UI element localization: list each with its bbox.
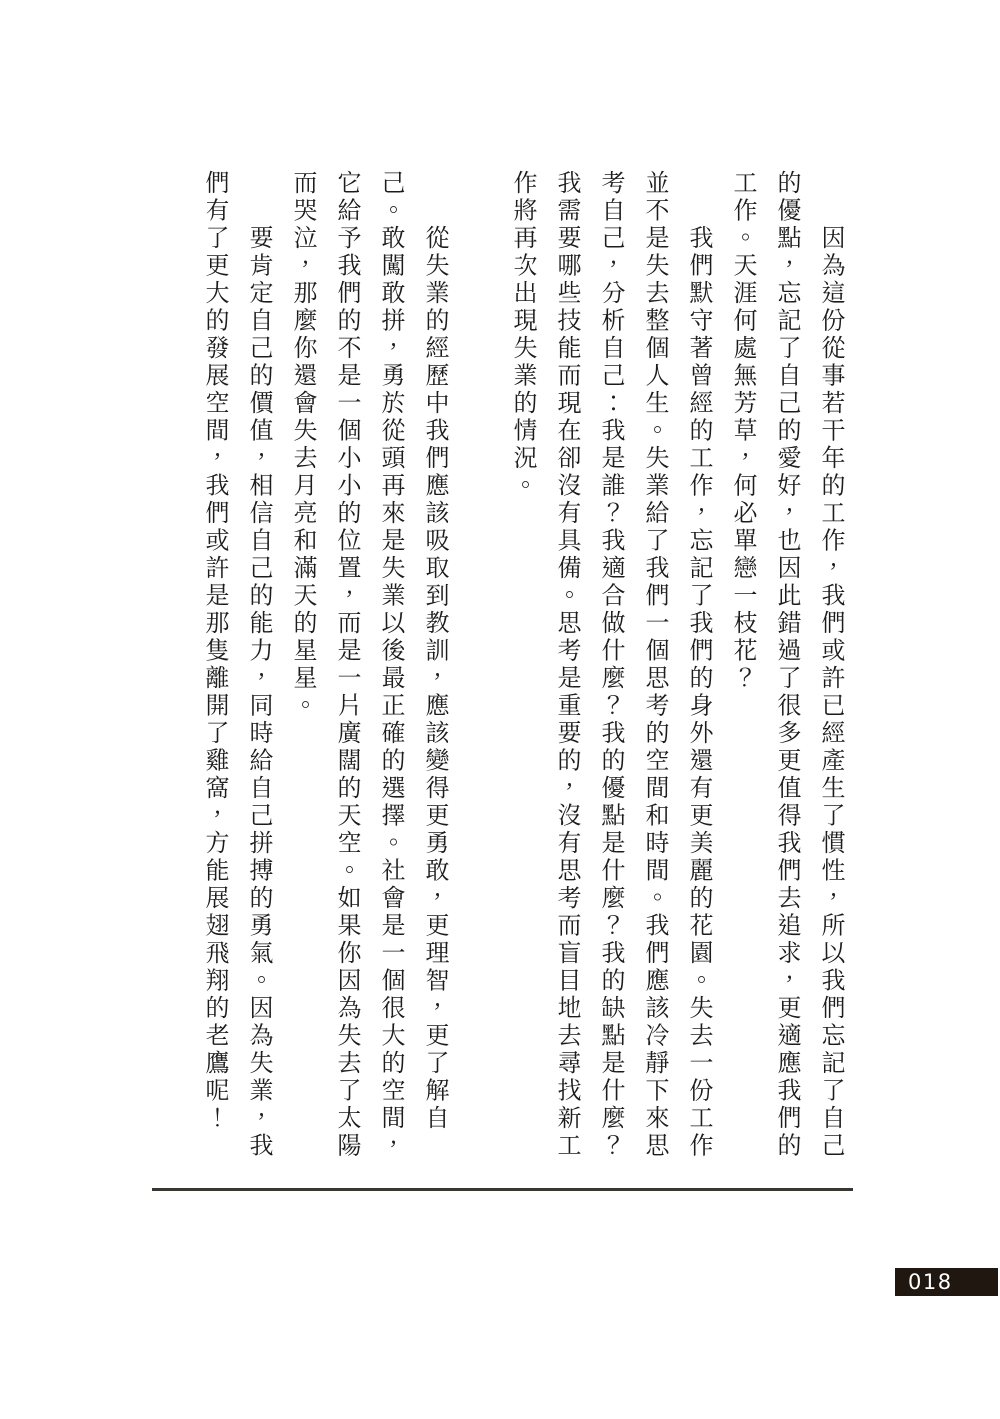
page-number: 018 [908,1269,953,1294]
text-column: 並不是失去整個人生。失業給了我們一個思考的空間和時間。我們應該冷靜下來思 [641,170,669,1160]
text-column: 我們默守著曾經的工作，忘記了我們的身外還有更美麗的花園。失去一份工作 [685,225,713,1160]
text-column: 要肯定自己的價值，相信自己的能力，同時給自己拼搏的勇氣。因為失業，我 [245,225,273,1160]
text-column: 它給予我們的不是一個小小的位置，而是一片廣闊的天空。如果你因為失去了太陽 [333,170,361,1160]
paragraph-4 [203,170,271,1160]
text-column: 己。敢闖敢拼，勇於從頭再來是失業以後最正確的選擇。社會是一個很大的空間， [377,170,405,1160]
text-column: 的優點，忘記了自己的愛好，也因此錯過了很多更值得我們去追求，更適應我們的 [773,170,801,1160]
text-column: 作將再次出現失業的情況。 [509,170,537,500]
text-column: 因為這份從事若干年的工作，我們或許已經產生了慣性，所以我們忘記了自己 [817,225,845,1160]
text-column: 考自己，分析自己：我是誰？我適合做什麼？我的優點是什麼？我的缺點是什麼？ [597,170,625,1160]
text-column: 從失業的經歷中我們應該吸取到教訓，應該變得更勇敢，更理智，更了解自 [421,225,449,1133]
page-number-badge [895,1268,998,1296]
text-column: 們有了更大的發展空間，我們或許是那隻離開了雞窩，方能展翅飛翔的老鷹呢！ [201,170,229,1133]
paragraph-3 [291,170,447,1160]
paragraph-1 [731,170,843,1160]
text-column: 工作。天涯何處無芳草，何必單戀一枝花？ [729,170,757,693]
text-column: 我需要哪些技能而現在卻沒有具備。思考是重要的，沒有思考而盲目地去尋找新工 [553,170,581,1160]
body-text [203,170,843,1160]
paragraph-2 [511,170,711,1160]
text-column: 而哭泣，那麼你還會失去月亮和滿天的星星。 [289,170,317,720]
footer-divider [152,1188,853,1191]
